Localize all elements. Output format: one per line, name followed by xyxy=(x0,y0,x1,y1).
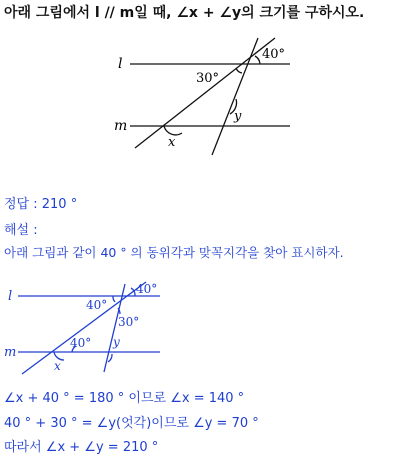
question-text: 아래 그림에서 l // m일 때, ∠x + ∠y의 크기를 구하시오. xyxy=(4,5,365,21)
step-2: 40 ° + 30 ° = ∠y(엇각)이므로 ∠y = 70 ° xyxy=(4,416,259,431)
angle-40-top-label: 40° xyxy=(136,282,158,296)
angle-40-bottom-label: 40° xyxy=(70,336,92,350)
step-1: ∠x + 40 ° = 180 ° 이므로 ∠x = 140 ° xyxy=(4,391,245,406)
step-3: 따라서 ∠x + ∠y = 210 ° xyxy=(4,440,159,455)
explanation-title: 해설 : xyxy=(4,223,38,238)
angle-y-label-2: y xyxy=(113,335,120,349)
angle-40-left-label: 40° xyxy=(86,298,108,312)
label-m: m xyxy=(114,118,128,134)
label-m-2: m xyxy=(4,345,17,360)
angle-x-label-2: x xyxy=(54,359,61,373)
explanation-intro: 아래 그림과 같이 40 ° 의 동위각과 맞꼭지각을 찾아 표시하자. xyxy=(4,245,344,260)
angle-y-label: y xyxy=(234,109,242,124)
angle-30-label-2: 30° xyxy=(118,315,140,329)
label-l-2: l xyxy=(8,289,13,304)
angle-x-label: x xyxy=(168,135,176,150)
angle-30-label: 30° xyxy=(196,71,220,86)
angle-40-label: 40° xyxy=(262,47,286,62)
label-l: l xyxy=(118,56,123,72)
answer-text: 정답 : 210 ° xyxy=(4,197,78,212)
